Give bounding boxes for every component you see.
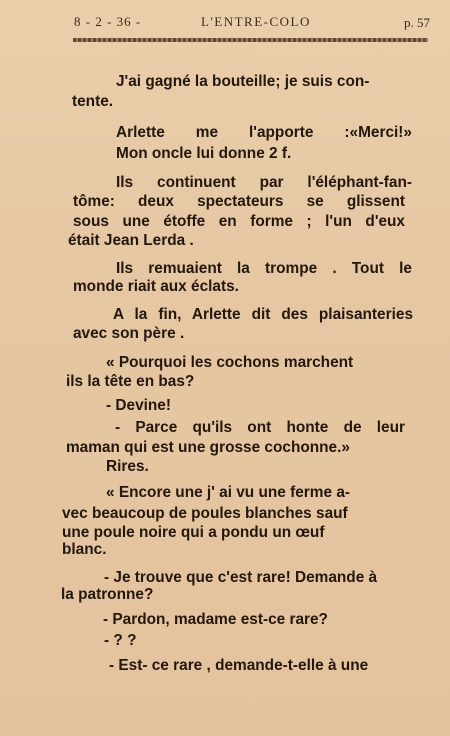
- text-line: la patronne?: [61, 586, 154, 603]
- text-line: ils la tête en bas?: [66, 373, 195, 390]
- text-line: tente.: [72, 93, 114, 110]
- text-line: sous une étoffe en forme ; l'un d'eux: [73, 213, 405, 230]
- header-date: 8 - 2 - 36 -: [74, 14, 142, 29]
- text-line: - Est- ce rare , demande-t-elle à une: [109, 657, 369, 674]
- text-line: - ? ?: [104, 632, 137, 649]
- text-line: « Encore une j' ai vu une ferme a-: [106, 484, 351, 501]
- text-line: Ils remuaient la trompe . Tout le: [116, 260, 412, 277]
- text-line: vec beaucoup de poules blanches sauf: [62, 505, 348, 522]
- text-line: J'ai gagné la bouteille; je suis con-: [116, 73, 370, 90]
- text-line: blanc.: [62, 541, 107, 558]
- text-line: Rires.: [106, 458, 149, 475]
- text-line: avec son père .: [73, 325, 185, 342]
- text-line: « Pourquoi les cochons marchent: [106, 354, 354, 371]
- text-line: monde riait aux éclats.: [73, 278, 239, 295]
- text-line: A la fin, Arlette dit des plaisanteries: [113, 306, 413, 323]
- text-line: - Pardon, madame est-ce rare?: [103, 611, 328, 628]
- text-line: Arlette me l'apporte :«Merci!»: [116, 124, 412, 141]
- header-rule: [73, 38, 428, 42]
- text-line: était Jean Lerda .: [68, 232, 194, 249]
- text-line: - Parce qu'ils ont honte de leur: [115, 419, 405, 436]
- text-line: - Devine!: [106, 397, 171, 414]
- header-title: L'ENTRE-COLO: [201, 14, 311, 29]
- text-line: - Je trouve que c'est rare! Demande à: [104, 569, 378, 586]
- page-header: [70, 14, 430, 32]
- text-line: Ils continuent par l'éléphant-fan-: [116, 174, 412, 191]
- text-line: une poule noire qui a pondu un œuf: [62, 524, 325, 541]
- header-page-number: p. 57: [404, 15, 430, 30]
- text-line: tôme: deux spectateurs se glissent: [73, 193, 405, 210]
- text-line: Mon oncle lui donne 2 f.: [116, 145, 292, 162]
- text-line: maman qui est une grosse cochonne.»: [66, 439, 350, 456]
